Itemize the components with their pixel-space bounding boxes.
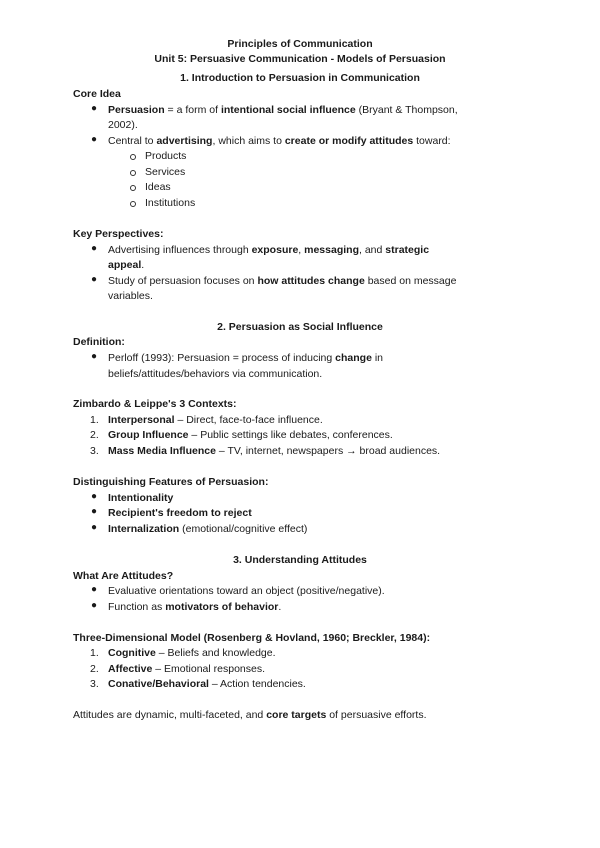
what-are-attitudes-label: What Are Attitudes? bbox=[73, 570, 174, 582]
contexts-label: Zimbardo & Leippe's 3 Contexts: bbox=[73, 398, 237, 410]
list-number: 1. bbox=[90, 647, 99, 659]
attitudes-bullet-1: Evaluative orientations toward an object (positive/negative). bbox=[108, 585, 385, 597]
feature-intentionality: Intentionality bbox=[108, 492, 174, 504]
document-header bbox=[0, 37, 600, 67]
bullet-icon: ● bbox=[91, 491, 98, 502]
bullet-icon: ● bbox=[91, 584, 98, 595]
key-perspectives-bullet-2-cont: variables. bbox=[108, 290, 153, 302]
circle-bullet-icon bbox=[130, 170, 136, 176]
key-perspectives-bullet-1-cont: appeal. bbox=[108, 259, 145, 271]
list-number: 1. bbox=[90, 414, 99, 426]
attitudes-bullet-2: Function as motivators of behavior. bbox=[108, 601, 282, 613]
bullet-icon: ● bbox=[91, 522, 98, 533]
context-item-mass-media: Mass Media Influence – TV, internet, newspapers → broad audiences. bbox=[108, 445, 441, 457]
bullet-icon: ● bbox=[91, 243, 98, 254]
core-idea-bullet-2: Central to advertising, which aims to create or modify attitudes toward: bbox=[108, 135, 451, 147]
core-idea-bullet-1: Persuasion = a form of intentional social influence (Bryant & Thompson, bbox=[108, 104, 458, 116]
list-number: 2. bbox=[90, 429, 99, 441]
context-item-interpersonal: Interpersonal – Direct, face-to-face influence. bbox=[108, 414, 323, 426]
definition-bullet-cont: beliefs/attitudes/behaviors via communication. bbox=[108, 368, 323, 380]
document-subtitle: Unit 5: Persuasive Communication - Models of Persuasion bbox=[154, 53, 446, 65]
sub-item-ideas: Ideas bbox=[145, 181, 171, 193]
section-3-heading: 3. Understanding Attitudes bbox=[233, 554, 367, 566]
model-label: Three-Dimensional Model (Rosenberg & Hovland, 1960; Breckler, 1984): bbox=[73, 632, 431, 644]
list-number: 3. bbox=[90, 445, 99, 457]
key-perspectives-bullet-2: Study of persuasion focuses on how attitudes change based on message bbox=[108, 275, 457, 287]
list-number: 2. bbox=[90, 663, 99, 675]
bullet-icon: ● bbox=[91, 351, 98, 362]
list-number: 3. bbox=[90, 678, 99, 690]
bullet-icon: ● bbox=[91, 134, 98, 145]
key-perspectives-label: Key Perspectives: bbox=[73, 228, 164, 240]
model-item-cognitive: Cognitive – Beliefs and knowledge. bbox=[108, 647, 276, 659]
sub-item-products: Products bbox=[145, 150, 187, 162]
bullet-icon: ● bbox=[91, 506, 98, 517]
definition-label: Definition: bbox=[73, 336, 125, 348]
bullet-icon: ● bbox=[91, 274, 98, 285]
circle-bullet-icon bbox=[130, 185, 136, 191]
document-title: Principles of Communication bbox=[227, 38, 373, 50]
core-idea-bullet-1-cont: 2002). bbox=[108, 119, 138, 131]
definition-bullet: Perloff (1993): Persuasion = process of inducing change in bbox=[108, 352, 384, 364]
closing-paragraph: Attitudes are dynamic, multi-faceted, and core targets of persuasive efforts. bbox=[73, 709, 427, 721]
bullet-icon: ● bbox=[91, 600, 98, 611]
sub-item-services: Services bbox=[145, 166, 186, 178]
feature-internalization: Internalization (emotional/cognitive effect) bbox=[108, 523, 308, 535]
context-item-group: Group Influence – Public settings like debates, conferences. bbox=[108, 429, 393, 441]
circle-bullet-icon bbox=[130, 154, 136, 160]
key-perspectives-bullet-1: Advertising influences through exposure, messaging, and strategic bbox=[108, 244, 430, 256]
core-idea-label: Core Idea bbox=[73, 88, 121, 100]
sub-item-institutions: Institutions bbox=[145, 197, 196, 209]
feature-freedom: Recipient's freedom to reject bbox=[108, 507, 252, 519]
model-item-conative: Conative/Behavioral – Action tendencies. bbox=[108, 678, 306, 690]
section-2-heading: 2. Persuasion as Social Influence bbox=[217, 321, 383, 333]
features-label: Distinguishing Features of Persuasion: bbox=[73, 476, 269, 488]
circle-bullet-icon bbox=[130, 201, 136, 207]
bullet-icon: ● bbox=[91, 103, 98, 114]
section-1-heading: 1. Introduction to Persuasion in Communication bbox=[180, 72, 420, 84]
model-item-affective: Affective – Emotional responses. bbox=[108, 663, 266, 675]
